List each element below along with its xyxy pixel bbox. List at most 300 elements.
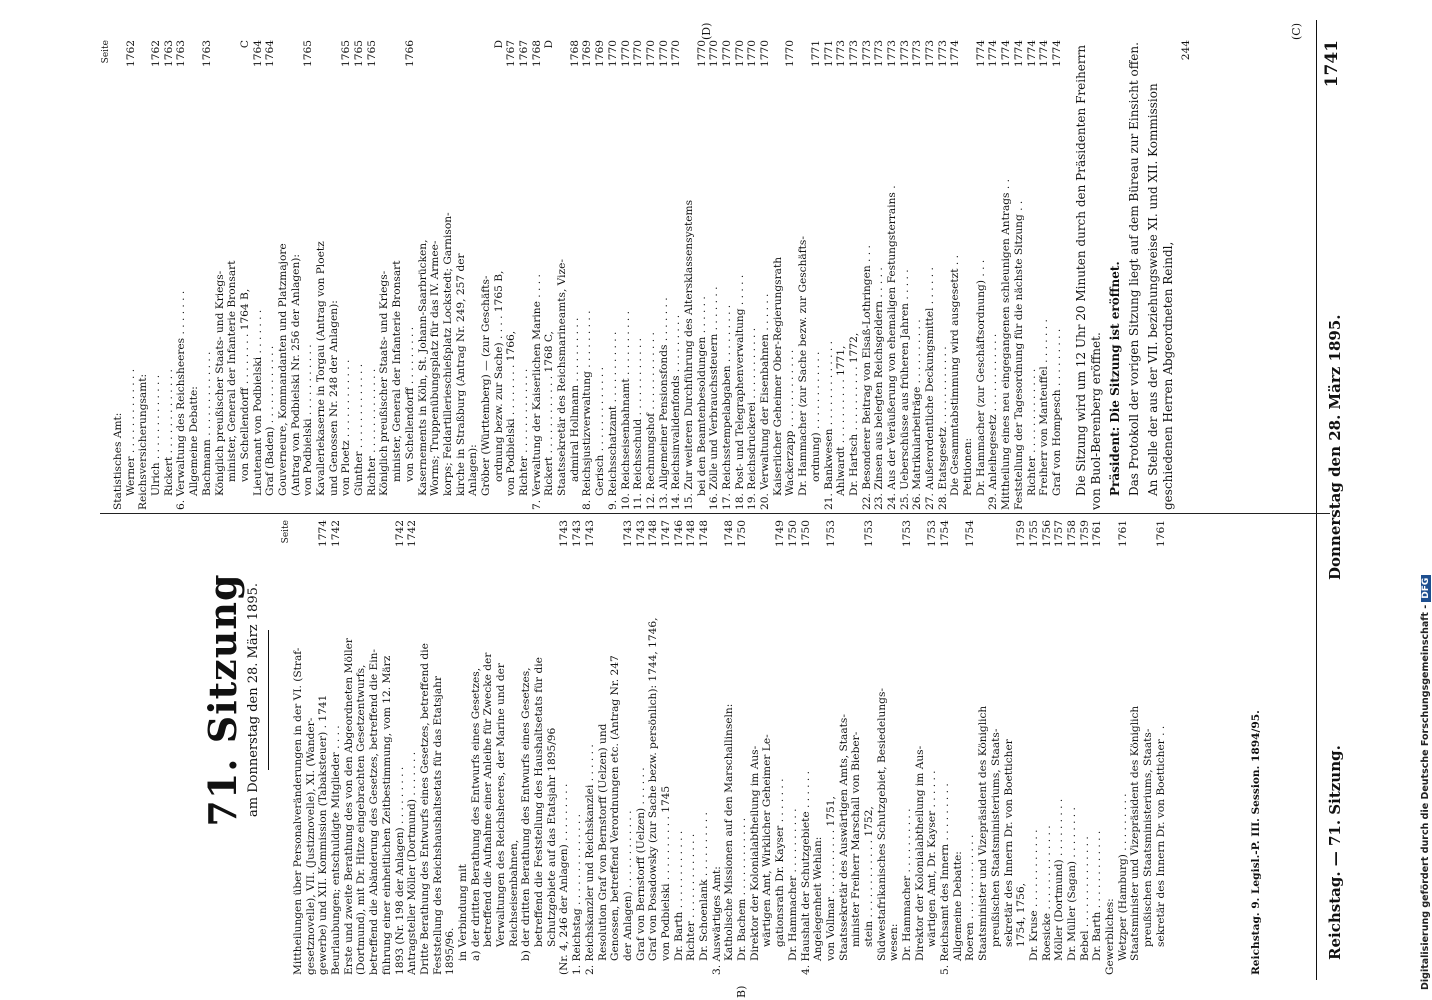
right-entry: [848, 40, 861, 510]
right-entry-page: 1773: [835, 40, 848, 70]
right-entry-text: Königlich preußischer Staats- und Kriegs-: [378, 270, 391, 496]
right-entry: [252, 40, 265, 510]
right-entry-text: Kasernements in Köln, St. Johann-Saarbrücken,: [416, 239, 429, 496]
left-entry-text: Dr. Barth . . . . . . . . . . . .: [1091, 830, 1104, 961]
left-entry-text: Mittheilungen über Personalveränderungen in der VI. (Straf-: [292, 647, 304, 975]
left-entry: [723, 520, 736, 975]
right-entry-page: 1763: [163, 40, 176, 70]
left-entry-page: 1759: [1079, 520, 1092, 550]
right-entry: [772, 40, 785, 510]
right-entry-page: 1765: [366, 40, 379, 70]
left-entry-text: 1754, 1756,: [1015, 882, 1028, 947]
left-entry: [381, 520, 394, 975]
left-entry-page: 1753: [863, 520, 876, 550]
left-entry-page: 1755: [1028, 520, 1041, 550]
left-entry: [838, 520, 851, 975]
dfg-logo-icon: DFG: [1421, 575, 1431, 602]
left-entry-list: [292, 520, 1167, 975]
right-entry-text: ordnung) . . . . . . . . . . . .: [809, 351, 822, 482]
left-entry-page: 1761: [1091, 520, 1104, 550]
right-entry-page: 1770: [759, 40, 772, 70]
page-number: 1741: [1322, 40, 1342, 88]
seite-label-left: Seite: [281, 520, 291, 544]
left-entry-page: 1749: [774, 520, 787, 550]
left-entry-text: Antragsteller Möller (Dortmund) . . . . . . .: [406, 751, 419, 975]
right-entry-text: Anlagen):: [467, 444, 480, 496]
margin-marker: B): [735, 985, 748, 998]
left-entry-page: 1758: [1066, 520, 1079, 550]
right-entry-page: 1765: [302, 40, 315, 70]
right-entry-text: 26. Matrikularbeiträge . . . . . . . . . .: [911, 319, 924, 510]
digitization-note: [1420, 575, 1431, 990]
right-entry-text: Gerisch . . . . . . . . . . . . .: [594, 367, 607, 496]
left-entry: [622, 520, 635, 975]
right-entry-page: 1773: [861, 40, 874, 70]
left-entry: [1015, 520, 1028, 975]
right-entry: [366, 40, 379, 510]
left-entry: [952, 520, 965, 975]
right-entry: [1038, 40, 1051, 510]
right-entry-page: 1773: [848, 40, 861, 70]
left-entry: [698, 520, 711, 975]
left-entry: [1142, 520, 1155, 975]
left-entry-text: Südwestafrikanisches Schutzgebiet, Besiedelungs-: [875, 688, 888, 961]
left-entry-page: 1743: [558, 520, 571, 550]
left-entry: [635, 520, 648, 975]
right-entry-page: 1770: [734, 40, 747, 70]
right-entry: [137, 40, 150, 510]
left-entry: [609, 520, 622, 975]
right-entry-text: von Podbielski . . . . . . . . 1766,: [505, 330, 518, 496]
left-entry: [1053, 520, 1066, 975]
right-entry: [949, 40, 962, 510]
left-entry-text: Graf von Bernstorff (Uelzen) . . . . . .: [634, 767, 647, 961]
right-entry: [417, 40, 430, 510]
right-entry-text: 22. Besonderer Beitrag von Elsaß-Lothringen . . .: [860, 245, 873, 510]
left-entry-text: Resolution Graf von Bernstorff (Uelzen) und: [596, 723, 609, 961]
left-entry-text: Reichseisenbahnen,: [507, 839, 520, 947]
left-entry: [495, 520, 508, 975]
right-entry-text: 11. Reichsschuld . . . . . . . . . . . .: [632, 337, 645, 510]
left-entry-page: 1748: [647, 520, 660, 550]
left-entry: [457, 520, 470, 975]
right-entry-text: 13. Allgemeiner Pensionsfonds . . . . . . .: [657, 297, 670, 510]
left-entry-text: 2. Reichskanzler und Reichskanzlei . . . . . .: [583, 744, 596, 975]
digitization-text: Digitalisierung gefördert durch die Deutsche Forschungsgemeinschaft -: [1420, 604, 1431, 990]
right-entry-text: Bachmann . . . . . . . . . . . . .: [200, 351, 213, 496]
digitization-strip: [1408, 0, 1432, 1000]
left-entry-text: preußischen Staatsministeriums, Staats-: [1142, 728, 1155, 947]
left-entry-text: (Dortmund), mit Dr. Hitze eingebrachten Gesetzentwurfs,: [355, 664, 368, 975]
right-entry-text: 29. Anleihegesetz . . . . . . . . . . . .: [987, 333, 1000, 510]
left-entry-page: 1743: [622, 520, 635, 550]
right-entry: [620, 40, 633, 510]
right-entry-page: 1774: [949, 40, 962, 70]
left-entry-page: 1761: [1155, 520, 1168, 550]
left-entry-text: von Podbielski . . . . . . . . . . 1745: [659, 785, 672, 961]
right-entry: [493, 40, 506, 510]
right-entry: [429, 40, 442, 510]
left-entry: [1066, 520, 1079, 975]
right-entry: [201, 40, 214, 510]
right-entry-page: 1763: [201, 40, 214, 70]
left-entry: [1028, 520, 1041, 975]
right-entry: [467, 40, 480, 510]
right-column: [100, 40, 1192, 510]
left-entry: [939, 520, 952, 975]
left-entry: [432, 520, 445, 975]
right-entry-text: von Ploetz . . . . . . . . . . . .: [340, 359, 353, 496]
left-entry: [863, 520, 876, 975]
right-entry-text: Kavalleriekaserne in Torgau (Antrag von Ploetz: [315, 241, 327, 496]
left-entry-page: 1743: [635, 520, 648, 550]
right-entry: [112, 40, 125, 510]
left-entry-text: wesen:: [888, 923, 901, 961]
right-entry-text: von Schellendorff . . . . . . . . 1764 B,: [238, 288, 251, 482]
left-entry-text: b) der dritten Berathung des Entwurfs eines Gesetzes,: [520, 667, 533, 961]
left-entry-text: a) der dritten Berathung des Entwurfs eines Gesetzes,: [469, 667, 482, 961]
right-entry: [911, 40, 924, 510]
left-entry-page: 1747: [660, 520, 673, 550]
left-entry: [355, 520, 368, 975]
left-entry: [647, 520, 660, 975]
left-entry-page: 1754: [964, 520, 977, 550]
right-entry-page: 1766: [404, 40, 417, 70]
right-entry-page: 1774: [1038, 40, 1051, 70]
right-entry-page: 1763: [175, 40, 188, 70]
right-entry-text: von Podbielski . . . . . . . . . . .: [302, 344, 315, 496]
header-left: Reichstag. — 71. Sitzung.: [1326, 745, 1344, 960]
left-entry: [812, 520, 825, 975]
right-entry-text: Kaiserlicher Geheimer Ober-Regierungsrath: [771, 256, 784, 496]
left-entry-text: in Verbindung mit: [456, 864, 469, 961]
left-entry-text: wärtigen Amt, Wirklicher Geheimer Le-: [761, 734, 774, 947]
left-entry: [1104, 520, 1117, 975]
right-entry-page: 1771: [810, 40, 823, 70]
left-entry: [774, 520, 787, 975]
right-entry-text: Wackerzapp . . . . . . . . . . . .: [784, 349, 797, 496]
left-entry-text: Genossen, betreffend Verordnungen etc. (Antrag Nr. 247: [609, 655, 622, 961]
left-entry-page: 1742: [330, 520, 343, 550]
left-entry-text: 1895/96.: [444, 927, 457, 975]
left-entry-text: Dr. Bachem . . . . . . . . . . . .: [736, 817, 749, 961]
right-entry-list: [112, 40, 1064, 510]
left-entry-text: Direktor der Kolonialabtheilung im Aus-: [913, 745, 926, 961]
right-entry: [378, 40, 391, 510]
right-entry-text: 21. Bankwesen . . . . . . . . . . . . .: [822, 341, 835, 510]
right-entry-page: 1765: [340, 40, 353, 70]
right-entry-page: 1774: [1051, 40, 1064, 70]
left-entry-page: 1759: [1015, 520, 1028, 550]
left-entry-text: führung einer einheitlichen Zeitbestimmung, vom 12. März: [380, 655, 393, 975]
footer-session-note: Reichstag. 9. Legisl.-P. III. Session. 1894/95.: [1250, 710, 1262, 975]
left-entry-text: Dr. Barth . . . . . . . . . . . .: [672, 830, 685, 961]
left-entry-text: Roesicke . . . . . . . . . . . . .: [1040, 825, 1053, 961]
left-entry-text: sekretär des Innern Dr. von Boetticher: [1002, 739, 1015, 947]
right-entry-text: Staatssekretär des Reichsmarineamts, Vize-: [556, 259, 569, 496]
right-entry-text: 27. Außerordentliche Deckungsmittel . . . . . .: [924, 267, 936, 510]
right-entry-text: 17. Reichsstempelabgaben . . . . . . . . .: [721, 304, 733, 510]
right-entry: [835, 40, 848, 510]
right-entry: [226, 40, 239, 510]
left-entry-text: Graf von Posadowsky (zur Sache bezw. persönlich): 1744, 1746,: [647, 617, 660, 961]
right-entry-page: 1769: [581, 40, 594, 70]
right-entry-text: 12. Rechnungshof . . . . . . . . . . . .: [644, 332, 657, 510]
right-entry-text: bei den Beamtenbesoldungen . . . . . .: [695, 296, 708, 496]
right-entry: [746, 40, 759, 510]
left-entry: [736, 520, 749, 975]
left-entry-page: 1748: [698, 520, 711, 550]
left-entry-text: 3. Auswärtiges Amt:: [710, 866, 723, 975]
left-entry-text: der Anlagen) . . . . . . . . . . . .: [621, 810, 634, 961]
left-entry: [508, 520, 521, 975]
right-entry-page: 1764: [264, 40, 277, 70]
right-entry-page: 1770: [670, 40, 683, 70]
right-entry: [1026, 40, 1039, 510]
left-entry-text: betreffend die Abänderung des Gesetzes, betreffend die Ein-: [368, 648, 381, 975]
left-entry-text: Möller (Dortmund) . . . . . . . . .: [1053, 798, 1066, 961]
opening-paragraph: Die Sitzung wird um 12 Uhr 20 Minuten durch den Präsidenten Freiherrn von Buol-Berenberg eröffnet.: [1073, 44, 1103, 510]
opening-paragraph: An Stelle der aus der VII. beziehungsweise XI. und XII. Kommission geschiedenen Herren Abgeordneten Reindl,: [1145, 83, 1175, 510]
right-entry: [150, 40, 163, 510]
header-date: Donnerstag den 28. März 1895.: [1326, 314, 1344, 580]
right-entry: [505, 40, 518, 510]
right-entry-page: 1770: [632, 40, 645, 70]
left-entry-text: Dr. Kruse . . . . . . . . . . . .: [1027, 829, 1040, 961]
right-entry-page: 1774: [1013, 40, 1026, 70]
left-entry: [977, 520, 990, 975]
right-entry: [163, 40, 176, 510]
right-entry: [302, 40, 315, 510]
left-entry-page: 1756: [1041, 520, 1054, 550]
right-entry-text: admiral Hollmann . . . . . . . . . .: [568, 317, 581, 482]
left-entry: [317, 520, 330, 975]
right-entry-text: korps; Feldartillerieschießplatz Lockstedt; Garnison-: [441, 212, 454, 496]
right-entry: [315, 40, 328, 510]
left-entry: [825, 520, 838, 975]
left-entry: [685, 520, 698, 975]
left-entry-text: sekretär des Innern Dr. von Boetticher . .: [1154, 725, 1167, 947]
right-entry: [645, 40, 658, 510]
right-entry-text: minister, General der Infanterie Bronsart: [226, 260, 239, 482]
right-entry-text: Gouverneure, Kommandanten und Platzmajore: [276, 243, 289, 496]
left-entry: [673, 520, 686, 975]
left-entry-page: 1754: [939, 520, 952, 550]
left-entry-text: gewerbe) und XII. Kommission (Tabaksteuer) . 1741: [317, 694, 330, 975]
right-entry-text: ordnung bezw. zur Sache) . . . . 1765 B,: [492, 270, 505, 482]
right-entry-text: 18. Post- und Telegraphenverwaltung . . . . .: [733, 274, 746, 510]
left-entry: [1117, 520, 1130, 975]
right-entry: [734, 40, 747, 510]
left-entry-text: Angelegenheit Wehlan:: [812, 836, 825, 961]
left-entry: [850, 520, 863, 975]
right-entry-text: 15. Zur weiteren Durchführung des Altersklassensystems: [682, 199, 695, 510]
left-entry-page: 1757: [1053, 520, 1066, 550]
right-entry-text: Werner . . . . . . . . . . . . .: [124, 368, 137, 496]
left-entry: [533, 520, 546, 975]
left-entry-text: Allgemeine Debatte:: [951, 851, 964, 961]
session-subtitle: am Donnerstag den 28. März 1895.: [246, 583, 261, 818]
right-entry-text: 7. Verwaltung der Kaiserlichen Marine . . . .: [530, 274, 543, 510]
sheet-number: 244: [1179, 40, 1192, 61]
left-entry-page: 1750: [800, 520, 813, 550]
margin-marker: (D): [700, 22, 713, 40]
right-entry-page: 1769: [594, 40, 607, 70]
right-entry: [518, 40, 531, 510]
right-entry: [1051, 40, 1064, 510]
right-entry-text: Dr. Hartsch . . . . . . . . . . 1772,: [847, 332, 860, 496]
right-entry-text: 19. Reichsdruckerei . . . . . . . . . . .: [746, 327, 759, 510]
left-entry-text: wärtigen Amt, Dr. Kayser . . . . . .: [926, 770, 939, 947]
right-entry-page: 1774: [975, 40, 988, 70]
left-entry-page: 1750: [736, 520, 749, 550]
left-entry-page: 1753: [825, 520, 838, 550]
left-entry-page: 1774: [317, 520, 330, 550]
right-entry-text: Graf (Baden) . . . . . . . . . . . .: [264, 345, 277, 496]
left-entry: [292, 520, 305, 975]
right-entry-text: Worms; Truppenübungsplatz für das IV. Armee-: [429, 240, 442, 496]
right-entry: [340, 40, 353, 510]
left-entry-text: Staatsminister und Vizepräsident des Königlich: [1129, 705, 1142, 961]
left-entry-page: 1743: [571, 520, 584, 550]
left-entry-text: 1893 (Nr. 198 der Anlagen) . . . . . . . . .: [393, 766, 406, 975]
left-entry-text: Staatssekretär des Auswärtigen Amts, Staats-: [837, 714, 850, 961]
left-entry-text: Bebel . . . . . . . . . . . . . .: [1078, 836, 1091, 961]
right-entry-text: Statistisches Amt:: [112, 412, 124, 510]
right-entry-page: D: [493, 40, 506, 52]
right-entry: [784, 40, 797, 510]
left-entry-text: Direktor der Kolonialabtheilung im Aus-: [748, 745, 761, 961]
page-header: [1322, 40, 1350, 960]
left-entry-page: 1742: [394, 520, 407, 550]
left-entry: [901, 520, 914, 975]
left-entry: [406, 520, 419, 975]
column-divider: [100, 513, 1330, 514]
right-entry: [569, 40, 582, 510]
right-entry: [721, 40, 734, 510]
right-entry-page: 1768: [569, 40, 582, 70]
right-entry: [442, 40, 455, 510]
left-entry-text: Dr. Müller (Sagan) . . . . . . . .: [1065, 807, 1078, 961]
left-entry-text: 4. Haushalt der Schutzgebiete . . . . . .: [799, 770, 812, 975]
right-entry: [683, 40, 696, 510]
left-entry-text: betreffend die Aufnahme einer Anleihe für Zwecke der: [482, 652, 495, 947]
left-entry: [964, 520, 977, 975]
left-entry: [343, 520, 356, 975]
right-entry-text: Dr. Hammacher (zur Geschäftsordnung) . . .: [974, 259, 987, 496]
right-entry-text: 28. Etatsgesetz . . . . . . . . . . . .: [936, 346, 949, 510]
right-entry-page: 1770: [721, 40, 734, 70]
left-column: [280, 520, 1167, 975]
left-entry-text: preußischen Staatsministeriums, Staats-: [989, 728, 1002, 947]
right-entry-page: 1774: [1026, 40, 1039, 70]
right-entry-text: Allgemeine Debatte:: [188, 386, 201, 496]
left-entry: [1155, 520, 1168, 975]
right-entry-text: Gröber (Württemberg) — (zur Geschäfts-: [479, 275, 492, 496]
right-entry-page: 1770: [746, 40, 759, 70]
right-entry-text: Richter . . . . . . . . . . . . .: [1025, 368, 1038, 496]
left-entry-page: 1753: [901, 520, 914, 550]
right-entry: [1000, 40, 1013, 510]
left-entry-text: Katholische Missionen auf den Marschallinseln:: [723, 703, 736, 961]
right-entry: [975, 40, 988, 510]
right-entry-page: 1774: [987, 40, 1000, 70]
opening-paragraph: Präsident: Die Sitzung ist eröffnet.: [1107, 261, 1122, 496]
opening-remarks: [1074, 40, 1176, 510]
left-entry-text: von Vollmar . . . . . . . . . . 1751,: [824, 796, 837, 961]
right-entry: [797, 40, 810, 510]
right-entry-text: Richter . . . . . . . . . . . . .: [365, 368, 378, 496]
right-entry-text: und Genossen Nr. 248 der Anlagen):: [327, 300, 340, 496]
header-rule: [1316, 20, 1317, 980]
right-entry: [214, 40, 227, 510]
right-entry: [708, 40, 721, 510]
right-entry-page: 1765: [353, 40, 366, 70]
left-entry-page: 1746: [673, 520, 686, 550]
right-entry: [328, 40, 341, 510]
right-entry-page: 1768: [531, 40, 544, 70]
left-entry-text: Gewerbliches:: [1104, 898, 1116, 975]
right-entry-page: 1770: [696, 40, 709, 70]
right-entry: [264, 40, 277, 510]
left-entry: [571, 520, 584, 975]
right-entry: [353, 40, 366, 510]
right-entry-page: 1773: [911, 40, 924, 70]
right-entry-page: D: [543, 40, 556, 52]
left-entry-text: Dr. Hammacher . . . . . . . . . .: [901, 808, 913, 961]
right-entry: [658, 40, 671, 510]
left-entry-text: gesetznovelle), VII. (Justiznovelle), XI. (Wander-: [304, 717, 317, 975]
right-entry: [239, 40, 252, 510]
right-entry-page: 1767: [505, 40, 518, 70]
right-entry: [899, 40, 912, 510]
left-entry: [394, 520, 407, 975]
right-entry-page: 1773: [899, 40, 912, 70]
left-entry: [419, 520, 432, 975]
right-entry: [670, 40, 683, 510]
left-entry: [305, 520, 318, 975]
right-entry-page: 1774: [1000, 40, 1013, 70]
left-entry-text: minister Freiherr Marschall von Bieber-: [850, 731, 863, 947]
right-entry-page: 1773: [937, 40, 950, 70]
left-entry: [470, 520, 483, 975]
left-entry: [660, 520, 673, 975]
right-entry-text: Die Gesammtabstimmung wird ausgesetzt . .: [949, 255, 962, 496]
right-entry-text: Petitionen:: [962, 437, 975, 496]
right-entry: [810, 40, 823, 510]
left-entry-page: 1742: [406, 520, 419, 550]
left-entry-text: Richter . . . . . . . . . . . . .: [685, 833, 698, 961]
left-entry: [1091, 520, 1104, 975]
left-entry: [482, 520, 495, 975]
left-entry: [1079, 520, 1092, 975]
left-entry-page: 1761: [1117, 520, 1130, 550]
right-entry: [594, 40, 607, 510]
right-entry-page: 1770: [607, 40, 620, 70]
left-entry: [800, 520, 813, 975]
left-entry-text: betreffend die Feststellung des Haushaltsetats für die: [533, 657, 546, 947]
right-entry-text: Feststellung der Tagesordnung für die nächste Sitzung . .: [1012, 200, 1025, 510]
right-entry-text: 16. Zölle und Verbrauchssteuern . . . . . . .: [708, 286, 721, 510]
left-entry-page: 1748: [685, 520, 698, 550]
left-entry: [444, 520, 457, 975]
left-entry: [990, 520, 1003, 975]
right-entry-text: 14. Reichsinvalidenfonds . . . . . . . . .: [670, 314, 683, 510]
right-entry-text: 8. Reichsjustizverwaltung . . . . . . . . .: [581, 310, 594, 510]
right-entry-text: Richter . . . . . . . . . . . . .: [518, 368, 530, 496]
right-entry: [696, 40, 709, 510]
right-entry-text: 25. Ueberschüsse aus früheren Jahren . . . . .: [898, 269, 911, 510]
